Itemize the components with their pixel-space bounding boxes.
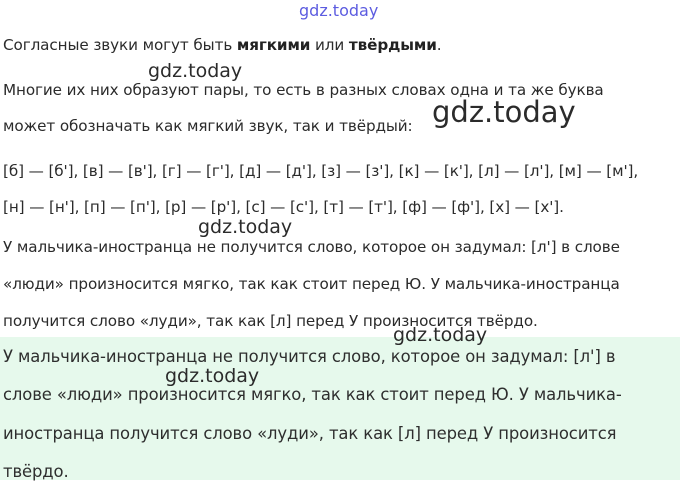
highlighted-answer-line-2: слове «люди» произносится мягко, так как стоит перед Ю. У мальчика- [3, 385, 622, 404]
watermark-large: gdz.today [432, 95, 576, 129]
watermark: gdz.today [198, 216, 293, 238]
intro-paragraph [3, 36, 442, 54]
watermark: gdz.today [148, 60, 243, 82]
highlighted-answer-line-1: У мальчика-иностранца не получится слово, которое он задумал: [л'] в [3, 347, 616, 366]
watermark: gdz.today [165, 365, 260, 387]
intro-text-before: Согласные звуки могут быть [3, 36, 237, 54]
pairs-description-line-1: Многие их них образуют пары, то есть в разных словах одна и та же буква [3, 81, 604, 99]
watermark: gdz.today [393, 324, 488, 346]
highlighted-answer-line-4: твёрдо. [3, 462, 69, 481]
pairs-description-line-2: может обозначать как мягкий звук, так и твёрдый: [3, 117, 413, 135]
soft-term: мягкими [236, 36, 311, 54]
answer-line-1: У мальчика-иностранца не получится слово, которое он задумал: [л'] в слове [3, 238, 620, 256]
intro-text-middle: или [310, 36, 349, 54]
pairs-list-line-1: [б] — [б'], [в] — [в'], [г] — [г'], [д] — [д'], [з] — [з'], [к] — [к'], [л] — [л'], [м] — [м'], [3, 162, 639, 180]
hard-term: твёрдыми [348, 36, 437, 54]
answer-line-3: получится слово «луди», так как [л] перед У произносится твёрдо. [3, 312, 538, 330]
highlighted-answer-line-3: иностранца получится слово «луди», так как [л] перед У произносится [3, 424, 617, 443]
answer-line-2: «люди» произносится мягко, так как стоит перед Ю. У мальчика-иностранца [3, 275, 620, 293]
intro-text-end: . [436, 36, 442, 54]
pairs-list-line-2: [н] — [н'], [п] — [п'], [р] — [р'], [с] — [с'], [т] — [т'], [ф] — [ф'], [х] — [х']. [3, 198, 564, 216]
watermark-top: gdz.today [299, 1, 379, 20]
